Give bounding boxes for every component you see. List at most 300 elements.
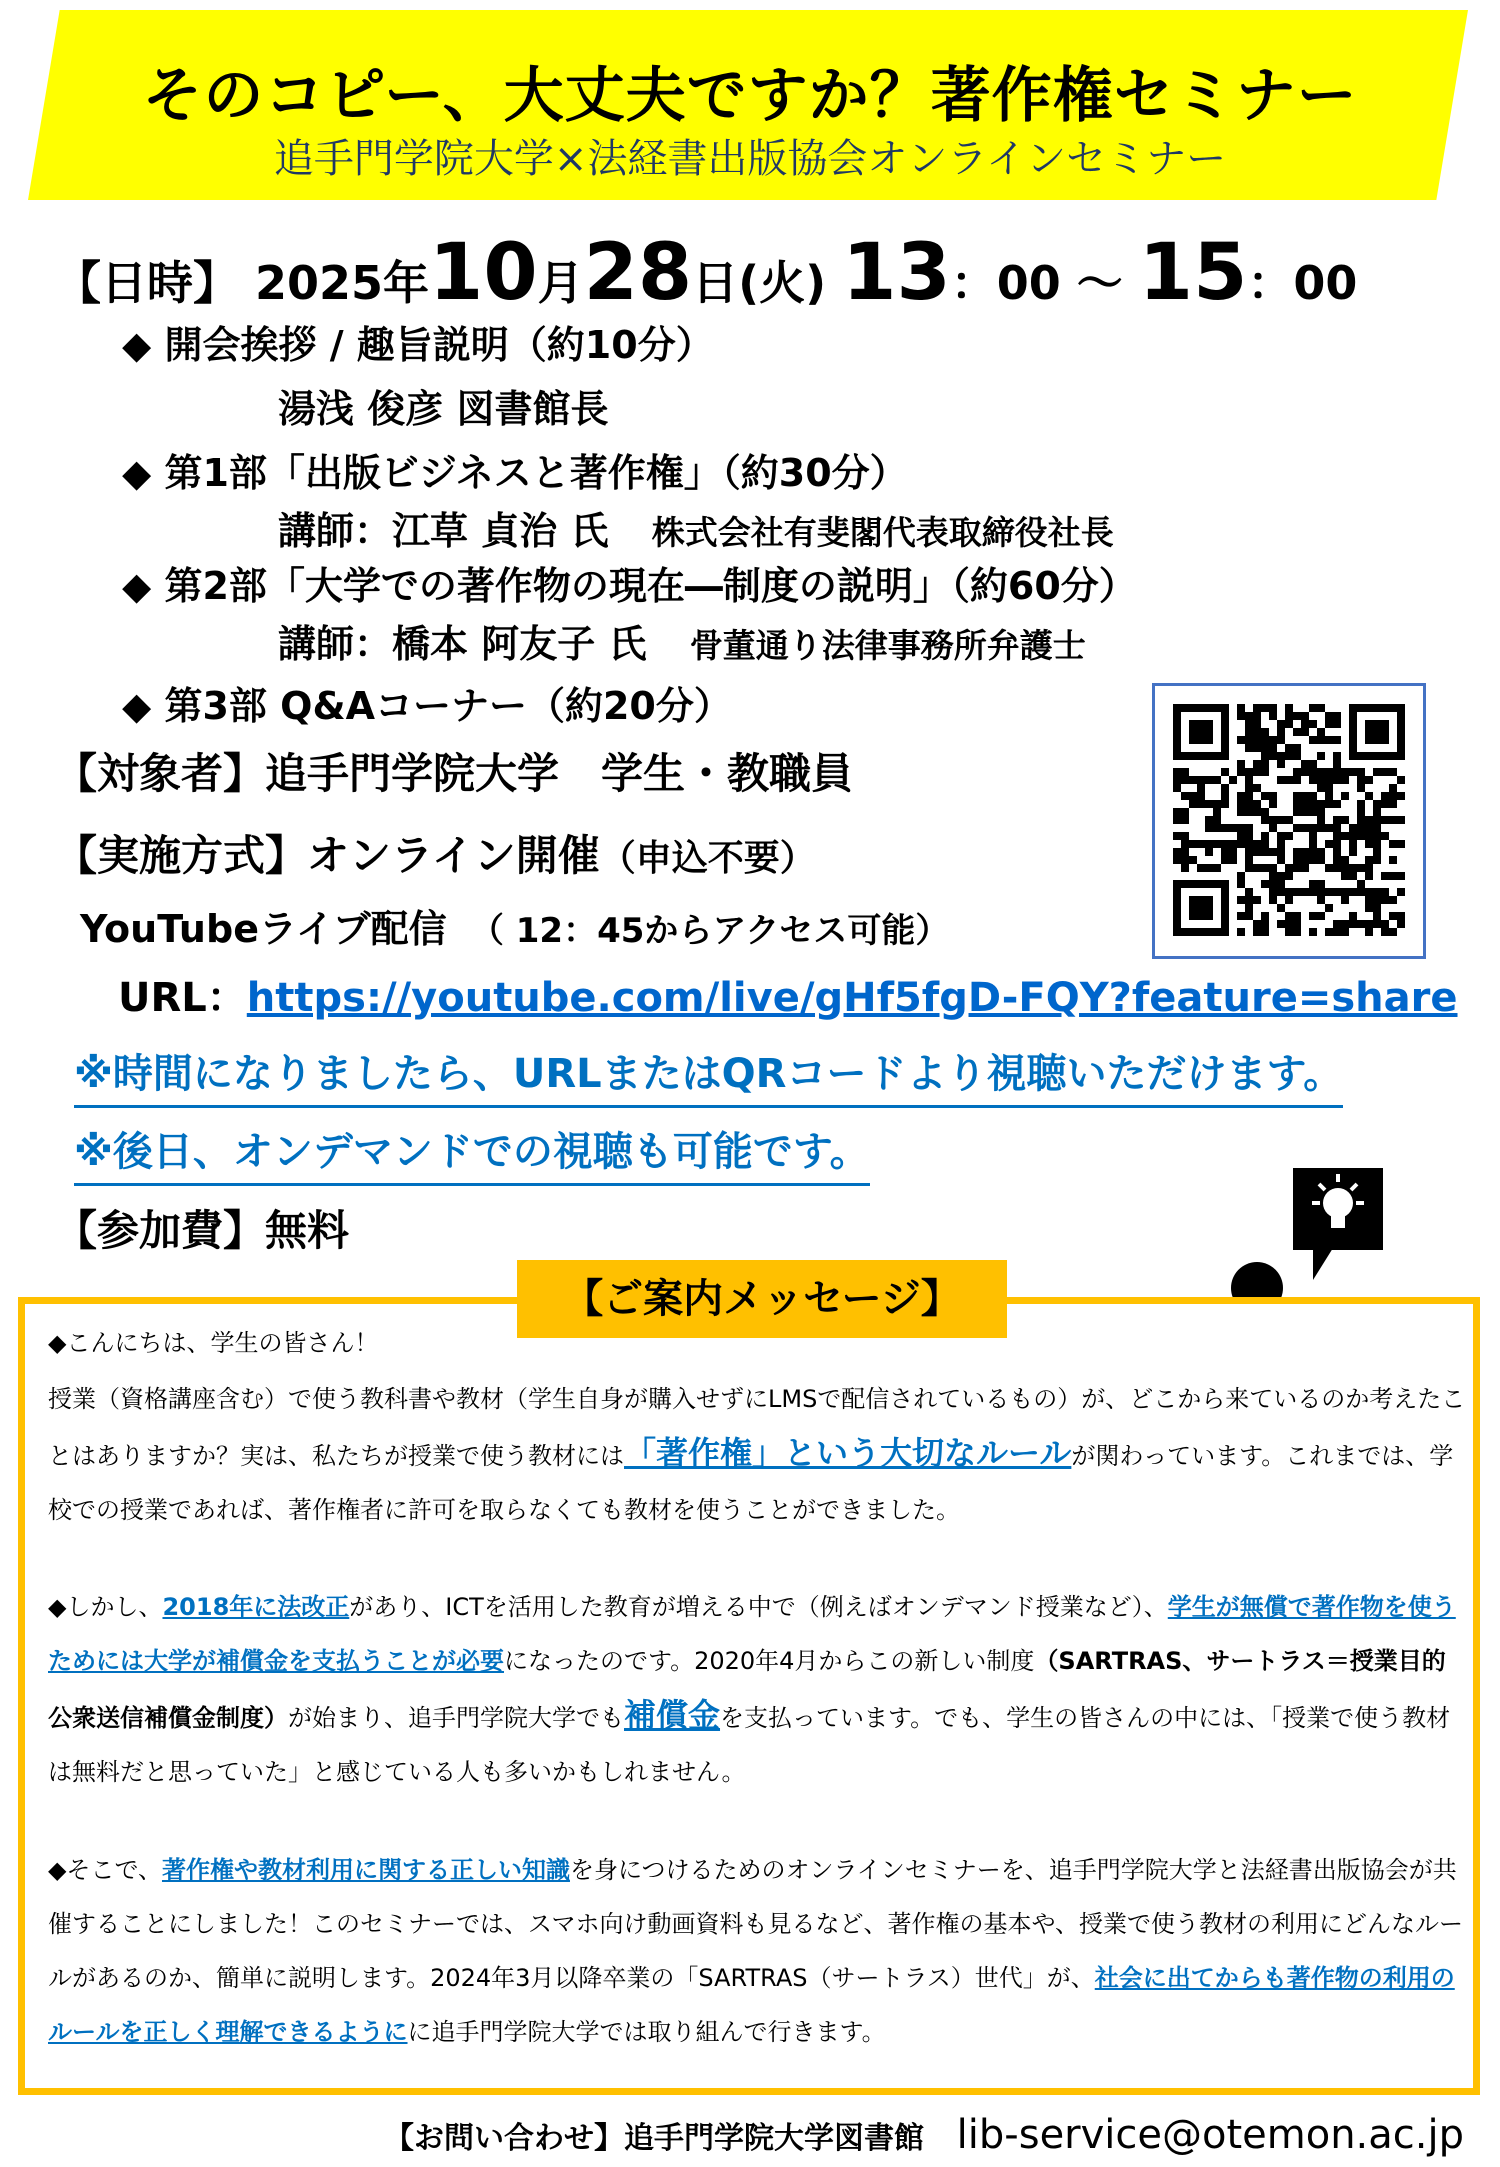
qr-module (1309, 800, 1317, 808)
qr-module (1333, 720, 1341, 728)
qr-module (1189, 720, 1197, 728)
qr-module (1261, 768, 1269, 776)
qr-module (1309, 888, 1317, 896)
qr-module (1349, 872, 1357, 880)
qr-module (1365, 832, 1373, 840)
qr-module (1205, 840, 1213, 848)
qr-module (1309, 840, 1317, 848)
qr-module (1397, 712, 1405, 720)
qr-module (1245, 848, 1253, 856)
qr-module (1293, 888, 1301, 896)
qr-module (1325, 768, 1333, 776)
qr-module (1333, 768, 1341, 776)
qr-module (1197, 880, 1205, 888)
qr-module (1285, 888, 1293, 896)
qr-module (1373, 720, 1381, 728)
qr-module (1397, 744, 1405, 752)
qr-module (1173, 888, 1181, 896)
qr-module (1365, 792, 1373, 800)
qr-module (1325, 904, 1333, 912)
qr-module (1317, 784, 1325, 792)
qr-module (1253, 896, 1261, 904)
qr-module (1357, 832, 1365, 840)
qr-module (1341, 896, 1349, 904)
qr-module (1221, 840, 1229, 848)
qr-module (1341, 792, 1349, 800)
qr-module (1189, 728, 1197, 736)
qr-module (1309, 720, 1317, 728)
qr-module (1173, 912, 1181, 920)
qr-module (1357, 776, 1365, 784)
qr-module (1373, 904, 1381, 912)
qr-module (1381, 920, 1389, 928)
qr-module (1261, 736, 1269, 744)
qr-module (1293, 744, 1301, 752)
qr-module (1365, 840, 1373, 848)
qr-module (1333, 752, 1341, 760)
qr-module (1261, 704, 1269, 712)
qr-module (1245, 864, 1253, 872)
qr-module (1341, 776, 1349, 784)
qr-module (1333, 848, 1341, 856)
qr-module (1285, 872, 1293, 880)
qr-module (1213, 800, 1221, 808)
qr-module (1397, 872, 1405, 880)
qr-module (1397, 752, 1405, 760)
qr-module (1333, 832, 1341, 840)
qr-module (1381, 872, 1389, 880)
message-tab-title: 【ご案内メッセージ】 (517, 1260, 1007, 1338)
qr-module (1341, 768, 1349, 776)
qr-module (1261, 928, 1269, 936)
qr-module (1373, 912, 1381, 920)
qr-module (1325, 864, 1333, 872)
qr-module (1309, 760, 1317, 768)
qr-module (1221, 904, 1229, 912)
qr-module (1197, 928, 1205, 936)
qr-module (1389, 800, 1397, 808)
qr-module (1253, 848, 1261, 856)
qr-module (1381, 832, 1389, 840)
program-speaker: 講師：橋本 阿友子 氏 骨董通り法律事務所弁護士 (278, 622, 1086, 666)
qr-module (1277, 888, 1285, 896)
qr-module (1197, 904, 1205, 912)
qr-module (1341, 888, 1349, 896)
qr-module (1317, 856, 1325, 864)
qr-module (1301, 848, 1309, 856)
qr-module (1277, 728, 1285, 736)
qr-module (1365, 928, 1373, 936)
qr-module (1365, 776, 1373, 784)
qr-module (1221, 712, 1229, 720)
qr-module (1189, 704, 1197, 712)
qr-module (1237, 832, 1245, 840)
qr-module (1221, 704, 1229, 712)
qr-module (1373, 920, 1381, 928)
qr-module (1173, 736, 1181, 744)
qr-module (1269, 816, 1277, 824)
qr-module (1357, 784, 1365, 792)
qr-module (1349, 752, 1357, 760)
qr-module (1253, 704, 1261, 712)
qr-module (1285, 896, 1293, 904)
qr-module (1349, 824, 1357, 832)
qr-module (1373, 728, 1381, 736)
qr-module (1237, 840, 1245, 848)
program-item-part3: ◆ 第3部 Q&Aコーナー（約20分） (122, 684, 732, 728)
qr-module (1341, 928, 1349, 936)
qr-module (1245, 832, 1253, 840)
qr-code-frame (1152, 683, 1426, 959)
qr-module (1293, 728, 1301, 736)
qr-module (1301, 808, 1309, 816)
qr-module (1221, 848, 1229, 856)
qr-module (1221, 792, 1229, 800)
qr-module (1293, 920, 1301, 928)
qr-module (1237, 704, 1245, 712)
qr-module (1221, 784, 1229, 792)
qr-module (1221, 768, 1229, 776)
qr-module (1325, 888, 1333, 896)
qr-module (1325, 776, 1333, 784)
qr-module (1309, 832, 1317, 840)
qr-module (1373, 856, 1381, 864)
qr-module (1365, 872, 1373, 880)
qr-module (1309, 736, 1317, 744)
qr-module (1277, 872, 1285, 880)
qr-module (1381, 816, 1389, 824)
qr-module (1269, 744, 1277, 752)
qr-module (1293, 912, 1301, 920)
qr-module (1189, 928, 1197, 936)
note-on-demand: ※後日、オンデマンドでの視聴も可能です。 (74, 1120, 870, 1186)
qr-module (1245, 736, 1253, 744)
qr-module (1381, 928, 1389, 936)
qr-module (1333, 840, 1341, 848)
qr-module (1349, 888, 1357, 896)
qr-module (1293, 856, 1301, 864)
qr-module (1301, 888, 1309, 896)
qr-module (1213, 928, 1221, 936)
qr-module (1317, 776, 1325, 784)
qr-module (1173, 768, 1181, 776)
qr-module (1221, 912, 1229, 920)
qr-module (1373, 848, 1381, 856)
qr-module (1237, 800, 1245, 808)
qr-module (1293, 752, 1301, 760)
qr-module (1325, 800, 1333, 808)
qr-module (1253, 864, 1261, 872)
qr-module (1293, 808, 1301, 816)
qr-module (1197, 792, 1205, 800)
qr-module (1181, 840, 1189, 848)
qr-module (1365, 728, 1373, 736)
qr-module (1397, 720, 1405, 728)
qr-module (1309, 848, 1317, 856)
qr-module (1205, 904, 1213, 912)
qr-module (1181, 832, 1189, 840)
qr-module (1285, 712, 1293, 720)
qr-module (1317, 752, 1325, 760)
program-speaker: 湯浅 俊彦 図書館長 (278, 387, 609, 431)
qr-module (1357, 816, 1365, 824)
qr-module (1213, 840, 1221, 848)
qr-module (1381, 768, 1389, 776)
qr-module (1373, 800, 1381, 808)
qr-module (1293, 800, 1301, 808)
qr-module (1237, 792, 1245, 800)
qr-module (1325, 840, 1333, 848)
qr-module (1341, 832, 1349, 840)
qr-module (1237, 896, 1245, 904)
qr-module (1253, 736, 1261, 744)
youtube-url-link[interactable]: https://youtube.com/live/gHf5fgD-FQY?feature=share (246, 975, 1458, 1021)
qr-module (1381, 736, 1389, 744)
qr-module (1253, 760, 1261, 768)
qr-module (1397, 776, 1405, 784)
contact-email-link[interactable]: lib-service@otemon.ac.jp (956, 2112, 1464, 2158)
qr-module (1261, 840, 1269, 848)
qr-module (1213, 808, 1221, 816)
qr-module (1349, 864, 1357, 872)
qr-module (1397, 728, 1405, 736)
program-speaker: 講師：江草 貞治 氏 株式会社有斐閣代表取締役社長 (278, 509, 1114, 553)
qr-module (1269, 800, 1277, 808)
qr-module (1285, 752, 1293, 760)
qr-module (1173, 808, 1181, 816)
qr-module (1333, 760, 1341, 768)
qr-module (1237, 872, 1245, 880)
qr-module (1237, 880, 1245, 888)
qr-module (1173, 720, 1181, 728)
message-paragraph-3: ◆そこで、著作権や教材利用に関する正しい知識を身につけるためのオンラインセミナーを、追手門学院大学と法経書出版協会が共催することにしました！このセミナーでは、スマホ向け動画資料も見るなど、著作権の基本や、授業で使う教材の利用にどんなルールがあるのか、簡単に説明します。2024年3月以降卒業の「SARTRAS（サートラス）世代」が、社会に出てからも著作物の利用のルールを正しく理解できるようにに追手門学院大学では取り組んで行きます。 (48, 1856, 1464, 2046)
qr-module (1277, 848, 1285, 856)
qr-module (1317, 888, 1325, 896)
qr-module (1173, 856, 1181, 864)
qr-module (1245, 792, 1253, 800)
qr-module (1205, 864, 1213, 872)
qr-module (1309, 856, 1317, 864)
qr-module (1333, 888, 1341, 896)
qr-module (1389, 872, 1397, 880)
qr-module (1317, 896, 1325, 904)
qr-module (1189, 736, 1197, 744)
qr-module (1381, 704, 1389, 712)
qr-module (1341, 856, 1349, 864)
qr-module (1285, 864, 1293, 872)
qr-module (1309, 704, 1317, 712)
qr-module (1205, 928, 1213, 936)
qr-module (1197, 840, 1205, 848)
qr-module (1253, 808, 1261, 816)
qr-module (1245, 768, 1253, 776)
program-item-part2: ◆ 第2部「大学での著作物の現在―制度の説明」（約60分） (122, 564, 1137, 608)
qr-module (1197, 720, 1205, 728)
qr-module (1213, 816, 1221, 824)
qr-module (1245, 720, 1253, 728)
qr-module (1373, 808, 1381, 816)
qr-module (1261, 808, 1269, 816)
qr-module (1245, 712, 1253, 720)
qr-module (1309, 880, 1317, 888)
qr-module (1197, 784, 1205, 792)
qr-module (1245, 776, 1253, 784)
qr-module (1381, 896, 1389, 904)
qr-module (1309, 824, 1317, 832)
qr-module (1301, 864, 1309, 872)
qr-module (1197, 728, 1205, 736)
qr-module (1333, 920, 1341, 928)
qr-module (1365, 752, 1373, 760)
qr-module (1293, 792, 1301, 800)
qr-module (1309, 808, 1317, 816)
qr-module (1317, 824, 1325, 832)
qr-module (1325, 792, 1333, 800)
qr-module (1389, 752, 1397, 760)
qr-module (1309, 912, 1317, 920)
qr-code[interactable] (1173, 704, 1405, 936)
qr-module (1181, 704, 1189, 712)
qr-module (1381, 752, 1389, 760)
qr-module (1325, 824, 1333, 832)
qr-module (1333, 928, 1341, 936)
qr-module (1285, 704, 1293, 712)
qr-module (1277, 720, 1285, 728)
qr-module (1389, 704, 1397, 712)
qr-module (1245, 896, 1253, 904)
qr-module (1261, 760, 1269, 768)
qr-module (1357, 800, 1365, 808)
qr-module (1301, 792, 1309, 800)
qr-module (1269, 896, 1277, 904)
qr-module (1333, 712, 1341, 720)
qr-module (1381, 792, 1389, 800)
qr-module (1285, 744, 1293, 752)
qr-module (1349, 912, 1357, 920)
qr-module (1381, 888, 1389, 896)
qr-module (1253, 928, 1261, 936)
qr-module (1333, 824, 1341, 832)
qr-module (1173, 904, 1181, 912)
qr-module (1173, 928, 1181, 936)
qr-module (1205, 752, 1213, 760)
qr-module (1173, 712, 1181, 720)
qr-module (1213, 824, 1221, 832)
qr-module (1293, 776, 1301, 784)
qr-module (1325, 720, 1333, 728)
qr-module (1349, 832, 1357, 840)
qr-module (1317, 704, 1325, 712)
qr-module (1309, 776, 1317, 784)
qr-module (1365, 736, 1373, 744)
qr-module (1181, 880, 1189, 888)
qr-module (1349, 848, 1357, 856)
qr-module (1389, 840, 1397, 848)
qr-module (1293, 824, 1301, 832)
qr-module (1397, 792, 1405, 800)
qr-module (1285, 832, 1293, 840)
qr-module (1357, 768, 1365, 776)
qr-module (1269, 872, 1277, 880)
qr-module (1285, 776, 1293, 784)
qr-module (1229, 856, 1237, 864)
qr-module (1221, 744, 1229, 752)
qr-module (1189, 880, 1197, 888)
qr-module (1333, 816, 1341, 824)
qr-module (1221, 752, 1229, 760)
note-watch-live: ※時間になりましたら、URLまたはQRコードより視聴いただけます。 (74, 1042, 1343, 1108)
qr-module (1173, 776, 1181, 784)
qr-module (1197, 912, 1205, 920)
qr-module (1205, 728, 1213, 736)
qr-module (1365, 856, 1373, 864)
qr-module (1221, 728, 1229, 736)
qr-module (1389, 784, 1397, 792)
qr-module (1309, 768, 1317, 776)
qr-module (1173, 752, 1181, 760)
qr-module (1221, 880, 1229, 888)
qr-module (1261, 744, 1269, 752)
qr-module (1181, 864, 1189, 872)
qr-module (1245, 808, 1253, 816)
qr-module (1173, 816, 1181, 824)
qr-module (1389, 768, 1397, 776)
qr-module (1365, 704, 1373, 712)
qr-module (1221, 824, 1229, 832)
qr-module (1253, 744, 1261, 752)
qr-module (1333, 776, 1341, 784)
qr-module (1317, 728, 1325, 736)
qr-module (1173, 880, 1181, 888)
qr-module (1397, 912, 1405, 920)
qr-module (1285, 928, 1293, 936)
qr-module (1301, 760, 1309, 768)
qr-module (1245, 744, 1253, 752)
qr-module (1173, 832, 1181, 840)
qr-module (1349, 920, 1357, 928)
qr-module (1325, 712, 1333, 720)
qr-module (1181, 816, 1189, 824)
qr-module (1173, 728, 1181, 736)
qr-module (1397, 816, 1405, 824)
qr-module (1309, 792, 1317, 800)
qr-module (1301, 856, 1309, 864)
qr-module (1277, 832, 1285, 840)
message-paragraph-2: ◆しかし、2018年に法改正があり、ICTを活用した教育が増える中で（例えばオンデマンド授業など）、学生が無償で著作物を使うためには大学が補償金を支払うことが必要になったのです。2020年4月からこの新しい制度（SARTRAS、サートラス＝授業目的公衆送信補償金制度）が始まり、追手門学院大学でも補償金を支払っています。でも、学生の皆さんの中には、「授業で使う教材は無料だと思っていた」と感じている人も多いかもしれません。 (48, 1593, 1456, 1786)
qr-module (1181, 768, 1189, 776)
qr-module (1197, 864, 1205, 872)
qr-module (1205, 800, 1213, 808)
qr-module (1365, 904, 1373, 912)
qr-module (1205, 896, 1213, 904)
qr-module (1341, 816, 1349, 824)
qr-module (1205, 912, 1213, 920)
qr-module (1277, 816, 1285, 824)
qr-module (1397, 736, 1405, 744)
qr-module (1189, 896, 1197, 904)
qr-module (1301, 800, 1309, 808)
qr-module (1293, 864, 1301, 872)
qr-module (1277, 776, 1285, 784)
qr-module (1325, 784, 1333, 792)
qr-module (1245, 912, 1253, 920)
qr-module (1333, 864, 1341, 872)
qr-module (1173, 784, 1181, 792)
qr-module (1333, 800, 1341, 808)
qr-module (1197, 800, 1205, 808)
qr-module (1269, 824, 1277, 832)
qr-module (1373, 888, 1381, 896)
